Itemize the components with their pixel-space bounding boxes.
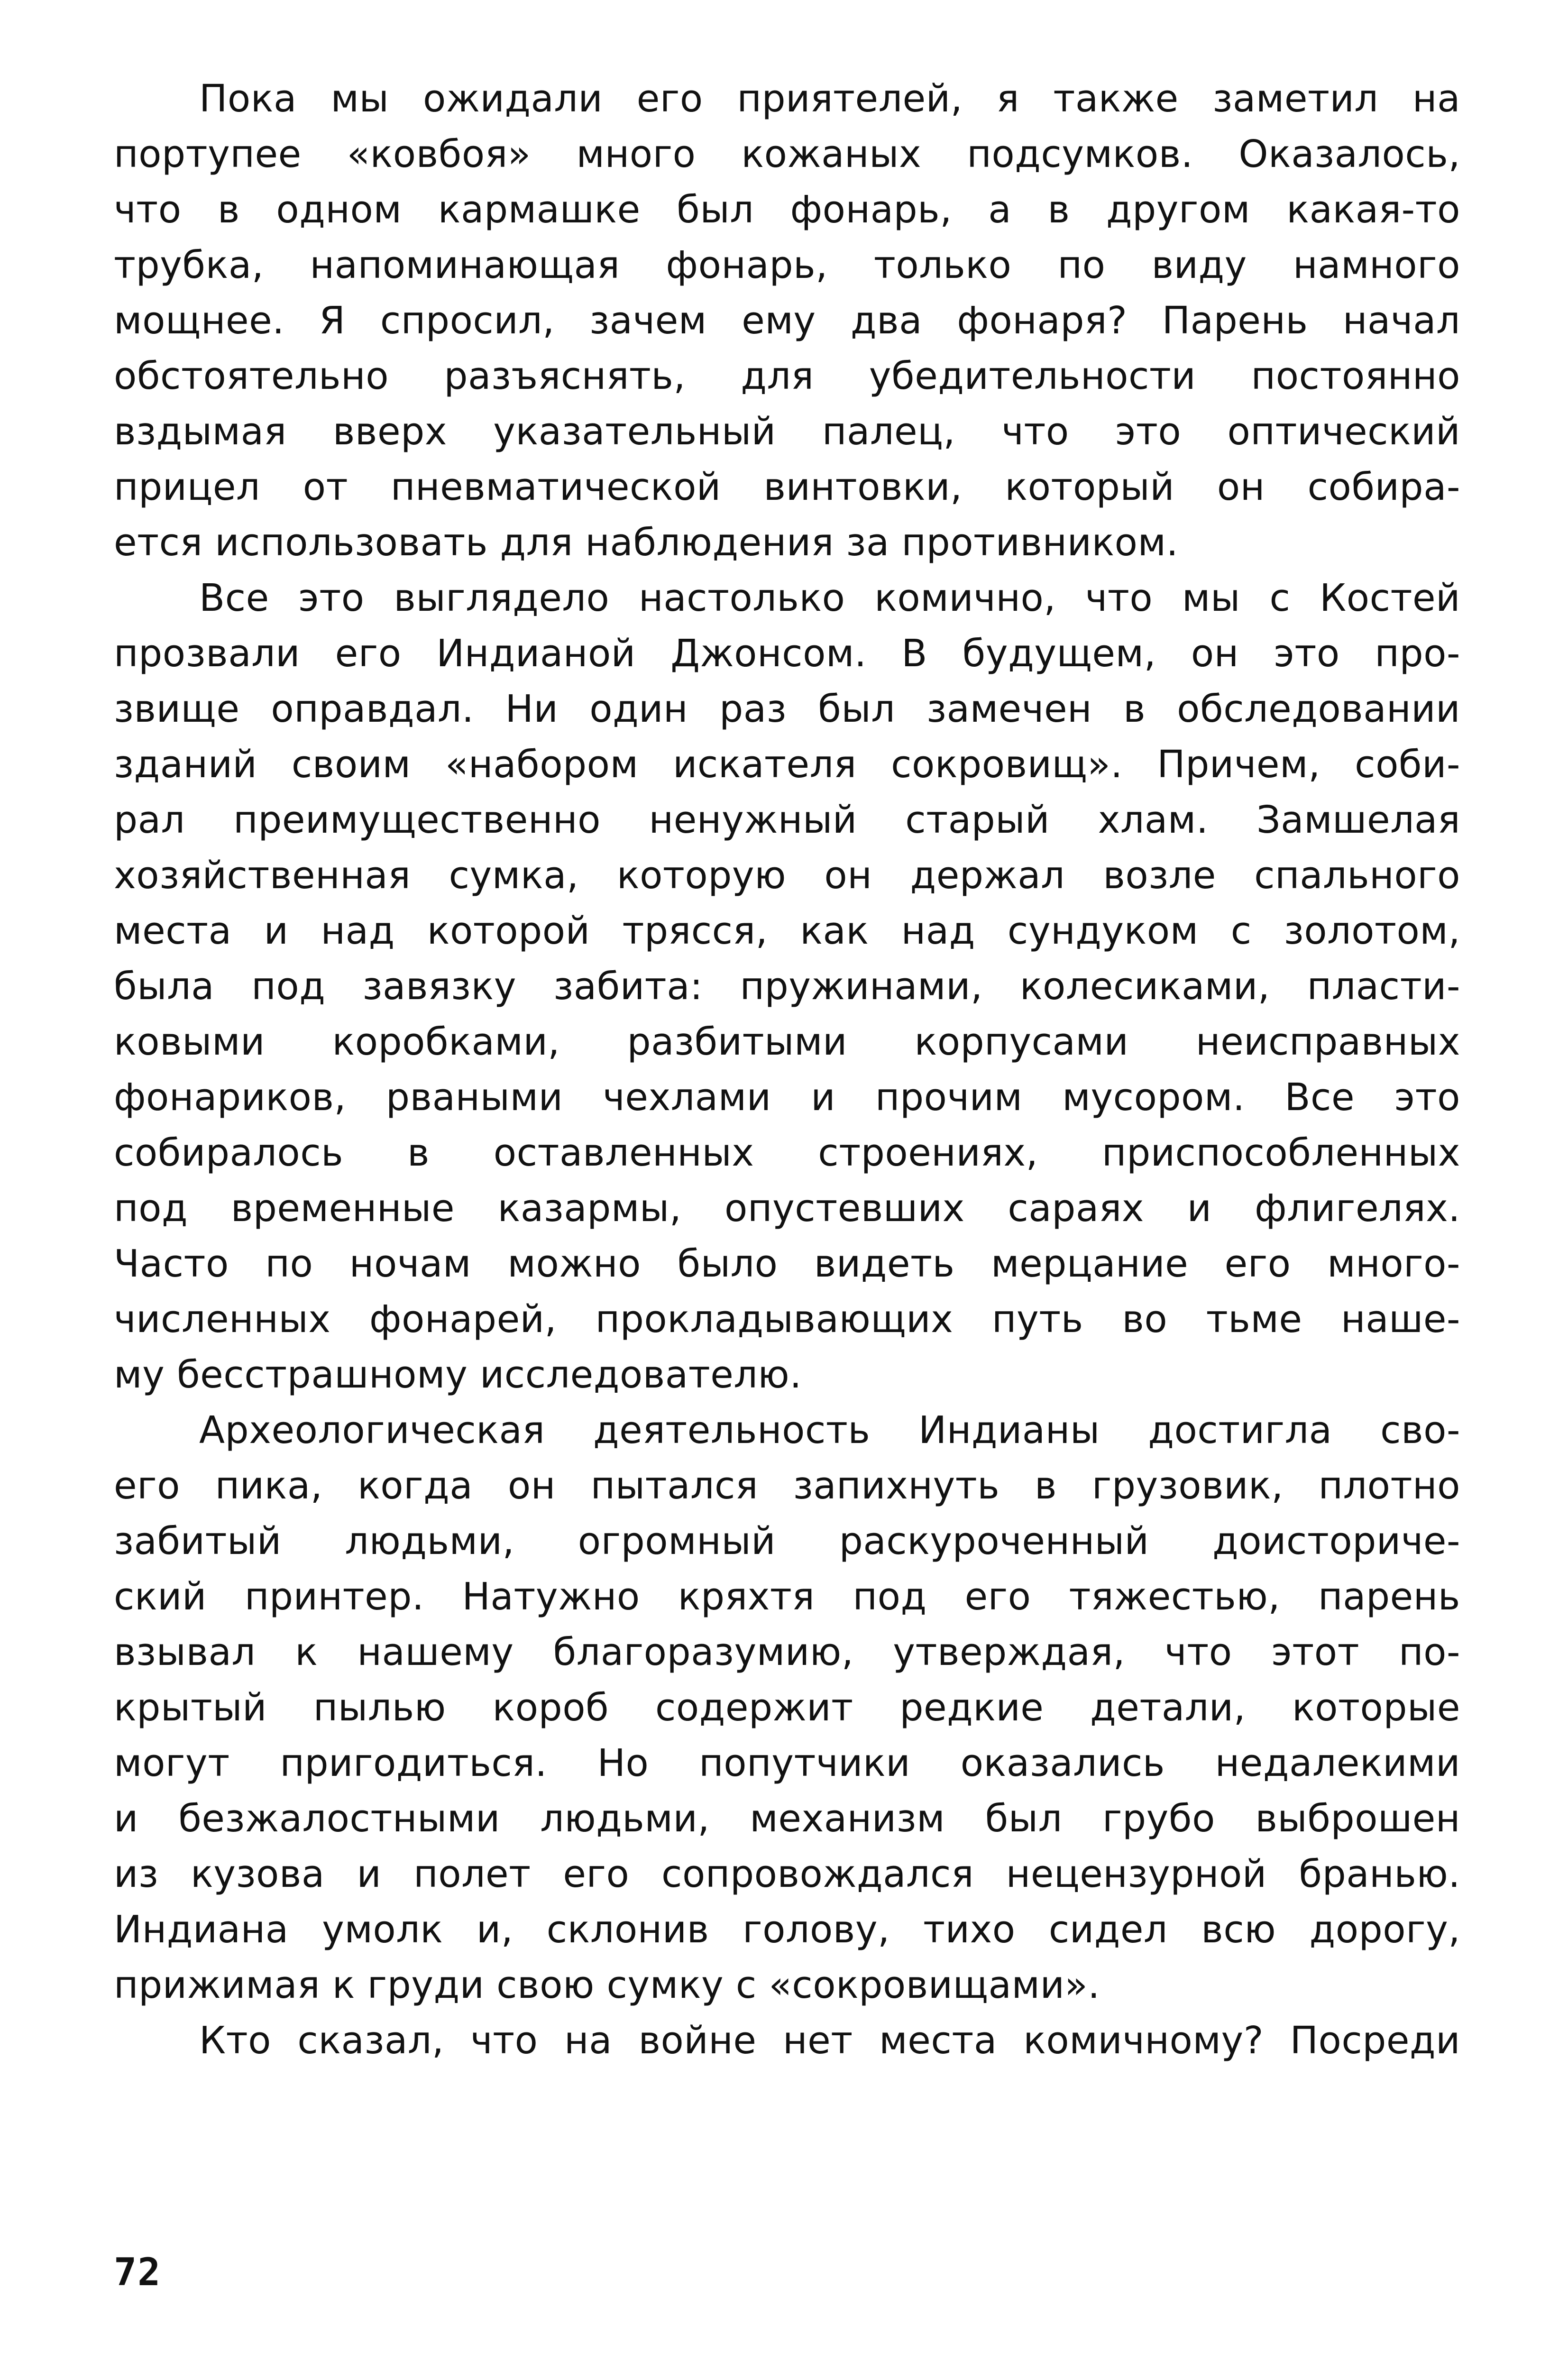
text-line: Часто по ночам можно было видеть мерцание его много- [114, 1242, 1460, 1286]
text-line: портупее «ковбоя» много кожаных подсумков. Оказалось, [114, 132, 1460, 176]
text-line: ется использовать для наблюдения за противником. [114, 521, 1179, 564]
text-line: была под завязку забита: пружинами, колесиками, пласти- [114, 965, 1460, 1008]
text-line: под временные казармы, опустевших сараях и флигелях. [114, 1186, 1460, 1230]
text-line: зданий своим «набором искателя сокровищ». Причем, соби- [114, 743, 1460, 786]
paragraph-4 [114, 2013, 1460, 2068]
text-line: вздымая вверх указательный палец, что это оптический [114, 410, 1460, 453]
text-line: ский принтер. Натужно кряхтя под его тяжестью, парень [114, 1575, 1460, 1618]
text-line: мощнее. Я спросил, зачем ему два фонаря? Парень начал [114, 299, 1460, 342]
body-text [114, 71, 1460, 2068]
text-line: численных фонарей, прокладывающих путь во тьме наше- [114, 1297, 1460, 1341]
text-line: прижимая к груди свою сумку с «сокровищами». [114, 1963, 1100, 2007]
text-line: из кузова и полет его сопровождался нецензурной бранью. [114, 1852, 1460, 1896]
text-line: собиралось в оставленных строениях, приспособленных [114, 1131, 1460, 1175]
paragraph-3 [114, 1403, 1460, 2013]
text-line: обстоятельно разъяснять, для убедительности постоянно [114, 354, 1460, 398]
text-line: прицел от пневматической винтовки, который он собира- [114, 465, 1460, 509]
text-line: хозяйственная сумка, которую он держал возле спального [114, 854, 1460, 897]
text-line: ковыми коробками, разбитыми корпусами неисправных [114, 1020, 1460, 1064]
paragraph-2 [114, 570, 1460, 1403]
text-line: взывал к нашему благоразумию, утверждая, что этот по- [114, 1630, 1460, 1674]
text-line: забитый людьми, огромный раскуроченный доисториче- [114, 1519, 1460, 1563]
text-line: Кто сказал, что на войне нет места комичному? Посреди [199, 2019, 1460, 2062]
text-line: крытый пылью короб содержит редкие детали, которые [114, 1686, 1460, 1729]
text-line: Индиана умолк и, склонив голову, тихо сидел всю дорогу, [114, 1908, 1460, 1951]
text-line: рал преимущественно ненужный старый хлам. Замшелая [114, 798, 1460, 842]
paragraph-1 [114, 71, 1460, 570]
text-line: му бесстрашному исследователю. [114, 1353, 802, 1397]
page-number: 72 [114, 2250, 162, 2294]
text-line: Археологическая деятельность Индианы достигла сво- [199, 1408, 1460, 1452]
text-line: Пока мы ожидали его приятелей, я также заметил на [199, 77, 1460, 120]
text-line: звище оправдал. Ни один раз был замечен в обследовании [114, 687, 1460, 731]
text-line: фонариков, рваными чехлами и прочим мусором. Все это [114, 1075, 1460, 1119]
text-line: прозвали его Индианой Джонсом. В будущем, он это про- [114, 632, 1460, 675]
text-line: и безжалостными людьми, механизм был грубо выброшен [114, 1797, 1460, 1840]
text-line: места и над которой трясся, как над сундуком с золотом, [114, 909, 1460, 953]
text-line: Все это выглядело настолько комично, что мы с Костей [199, 576, 1460, 620]
text-line: могут пригодиться. Но попутчики оказались недалекими [114, 1741, 1460, 1785]
text-line: что в одном кармашке был фонарь, а в другом какая-то [114, 188, 1460, 231]
text-line: трубка, напоминающая фонарь, только по виду намного [114, 243, 1460, 287]
text-line: его пика, когда он пытался запихнуть в грузовик, плотно [114, 1464, 1460, 1507]
